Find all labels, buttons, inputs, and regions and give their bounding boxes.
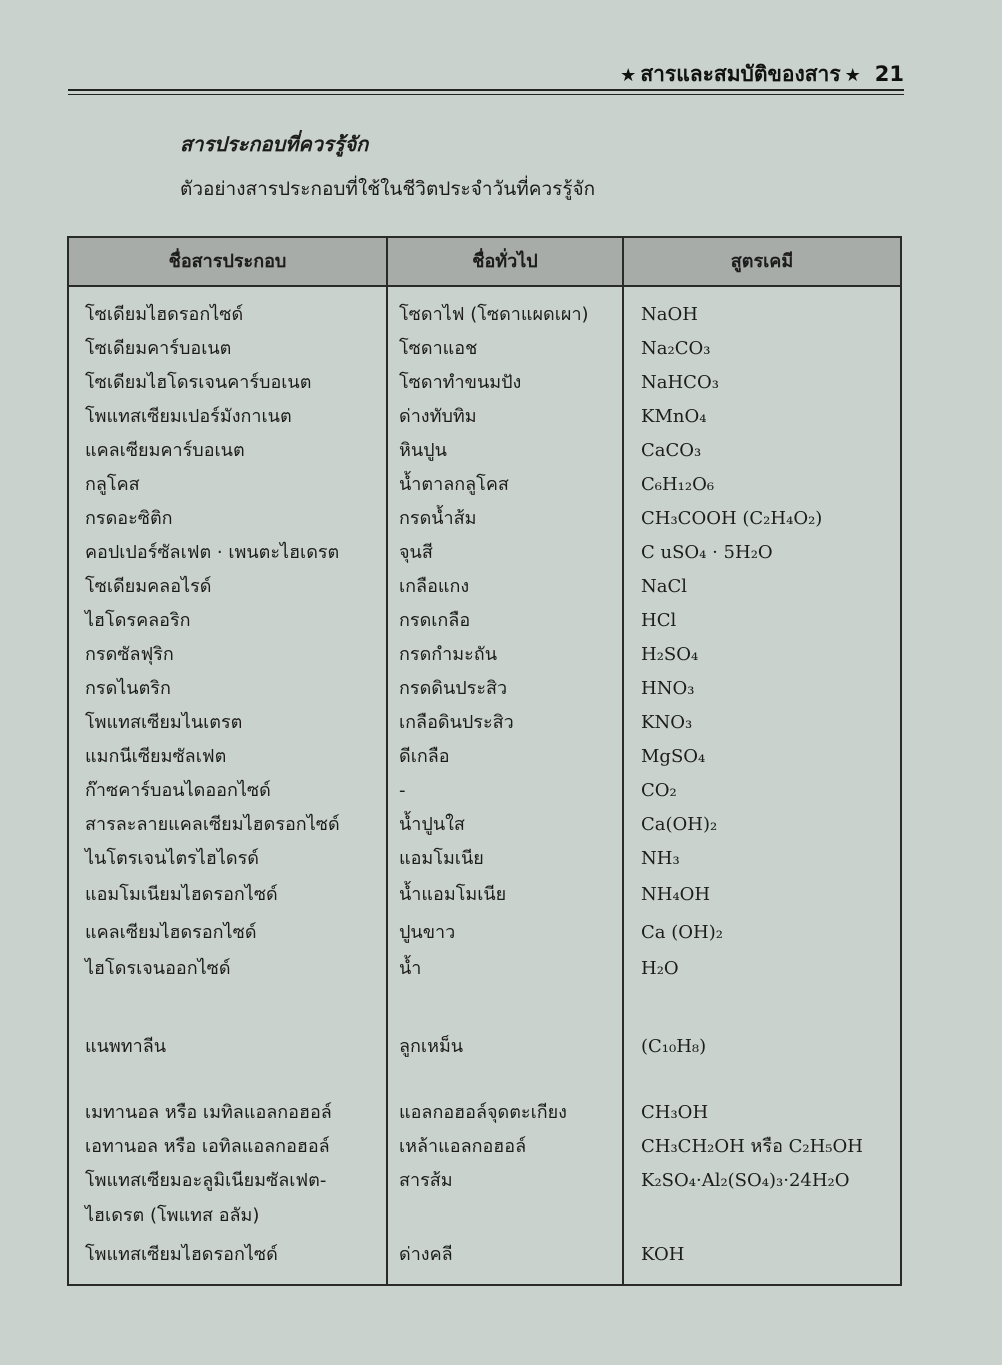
compound-name-cell: ไนโตรเจนไตรไฮไดรด์ [85,848,259,869]
table-header [69,238,900,287]
table-row [69,1098,900,1132]
formula-cell: NaHCO₃ [641,372,719,393]
formula-cell: KNO₃ [641,712,693,733]
table-row [69,334,900,368]
formula-cell: NaCl [641,576,688,597]
formula-cell: K₂SO₄·Al₂(SO₄)₃·24H₂O [641,1170,850,1191]
formula-cell: Ca (OH)₂ [641,922,723,943]
header-rule-thin [68,94,904,95]
table-row [69,1166,900,1200]
formula-cell: NH₄OH [641,884,711,905]
table-row [69,918,900,952]
common-name-cell: ลูกเหม็น [399,1036,464,1057]
compound-name-cell: ไฮโดรเจนออกไซด์ [85,958,231,979]
formula-cell: KMnO₄ [641,406,707,427]
common-name-cell: กรดเกลือ [399,610,471,631]
star-icon: ★ [844,65,861,86]
formula-cell: C₆H₁₂O₆ [641,474,715,495]
compound-name-cell: แอมโมเนียมไฮดรอกไซด์ [85,884,278,905]
table-row [69,954,900,988]
compound-name-cell: โซเดียมไฮดรอกไซด์ [85,304,244,325]
formula-cell: HCl [641,610,677,631]
common-name-cell: ด่างคลี [399,1244,453,1265]
compound-name-cell: เอทานอล หรือ เอทิลแอลกอฮอล์ [85,1136,330,1157]
common-name-cell: หินปูน [399,440,447,461]
formula-cell: (C₁₀H₈) [641,1036,707,1057]
compound-name-cell: โซเดียมไฮโดรเจนคาร์บอเนต [85,372,312,393]
formula-cell: H₂SO₄ [641,644,699,665]
page-number: 21 [874,62,904,86]
formula-cell: CH₃CH₂OH หรือ C₂H₅OH [641,1136,863,1157]
table-row [69,674,900,708]
common-name-cell: สารส้ม [399,1170,453,1191]
compound-name-cell: กลูโคส [85,474,140,495]
common-name-cell: แอลกอฮอล์จุดตะเกียง [399,1102,567,1123]
common-name-cell: แอมโมเนีย [399,848,484,869]
common-name-cell: เหล้าแอลกอฮอล์ [399,1136,527,1157]
common-name-cell: น้ำปูนใส [399,814,465,835]
compound-name-cell: โพแทสเซียมไฮดรอกไซด์ [85,1244,278,1265]
table-row [69,300,900,334]
table-row [69,844,900,878]
common-name-cell: จุนสี [399,542,433,563]
formula-cell: NaOH [641,304,698,325]
table-row [69,368,900,402]
compound-name-cell: ไฮโดรคลอริก [85,610,191,631]
formula-cell: Ca(OH)₂ [641,814,718,835]
table-row [69,1240,900,1274]
compound-name-cell: กรดซัลฟุริก [85,644,174,665]
table-row [69,402,900,436]
table-row [69,470,900,504]
common-name-cell: เกลือดินประสิว [399,712,514,733]
row-continuation: ไฮเดรต (โพแทส อลัม) [85,1205,260,1226]
compound-name-cell: โพแทสเซียมอะลูมิเนียมซัลเฟต- [85,1170,327,1191]
common-name-cell: กรดดินประสิว [399,678,508,699]
compounds-table [67,236,902,1286]
compound-name-cell: แคลเซียมคาร์บอเนต [85,440,245,461]
compound-name-cell: โซเดียมคลอไรด์ [85,576,212,597]
table-row [69,572,900,606]
table-row [69,436,900,470]
compound-name-cell: กรดอะซิติก [85,508,173,529]
common-name-cell: เกลือแกง [399,576,470,597]
table-row [69,606,900,640]
common-name-cell: น้ำแอมโมเนีย [399,884,507,905]
compound-name-cell: แนพทาลีน [85,1036,167,1057]
formula-cell: KOH [641,1244,685,1265]
running-header [68,58,904,88]
table-row [69,1032,900,1066]
table-row [69,880,900,914]
table-row [69,1132,900,1166]
common-name-cell: กรดน้ำส้ม [399,508,477,529]
formula-cell: CaCO₃ [641,440,702,461]
compound-name-cell: ก๊าซคาร์บอนไดออกไซด์ [85,780,271,801]
compound-name-cell: โซเดียมคาร์บอเนต [85,338,232,359]
column-header-common-name: ชื่อทั่วไป [472,251,538,272]
table-row [69,776,900,810]
header-rule [68,89,904,91]
column-header-formula: สูตรเคมี [730,251,794,272]
common-name-cell: กรดกำมะถัน [399,644,497,665]
common-name-cell: น้ำ [399,958,422,979]
formula-cell: H₂O [641,958,679,979]
common-name-cell: โซดาแอช [399,338,478,359]
formula-cell: Na₂CO₃ [641,338,711,359]
table-row [69,742,900,776]
compound-name-cell: แมกนีเซียมซัลเฟต [85,746,227,767]
table-row [69,504,900,538]
table-row [69,640,900,674]
column-header-compound: ชื่อสารประกอบ [168,251,287,272]
section-title: สารประกอบที่ควรรู้จัก [180,132,369,156]
compound-name-cell: เมทานอล หรือ เมทิลแอลกอฮอล์ [85,1102,332,1123]
common-name-cell: ดีเกลือ [399,746,450,767]
common-name-cell: ปูนขาว [399,922,456,943]
header-title: สารและสมบัติของสาร [640,62,841,86]
table-row [69,810,900,844]
compound-name-cell: โพแทสเซียมเปอร์มังกาเนต [85,406,292,427]
formula-cell: CO₂ [641,780,677,801]
compound-name-cell: คอปเปอร์ซัลเฟต · เพนตะไฮเดรต [85,542,340,563]
formula-cell: NH₃ [641,848,680,869]
compound-name-cell: กรดไนตริก [85,678,171,699]
table-row [69,708,900,742]
table-row [69,538,900,572]
formula-cell: CH₃OH [641,1102,709,1123]
formula-cell: CH₃COOH (C₂H₄O₂) [641,508,823,529]
common-name-cell: - [399,780,406,801]
formula-cell: MgSO₄ [641,746,706,767]
compound-name-cell: สารละลายแคลเซียมไฮดรอกไซด์ [85,814,340,835]
formula-cell: C uSO₄ · 5H₂O [641,542,773,563]
compound-name-cell: โพแทสเซียมไนเตรต [85,712,243,733]
intro-text: ตัวอย่างสารประกอบที่ใช้ในชีวิตประจำวันที่ควรรู้จัก [180,178,596,200]
common-name-cell: ด่างทับทิม [399,406,477,427]
common-name-cell: โซดาทำขนมปัง [399,372,522,393]
star-icon: ★ [620,65,637,86]
compound-name-cell: แคลเซียมไฮดรอกไซด์ [85,922,257,943]
common-name-cell: น้ำตาลกลูโคส [399,474,509,495]
common-name-cell: โซดาไฟ (โซดาแผดเผา) [399,304,589,325]
formula-cell: HNO₃ [641,678,695,699]
